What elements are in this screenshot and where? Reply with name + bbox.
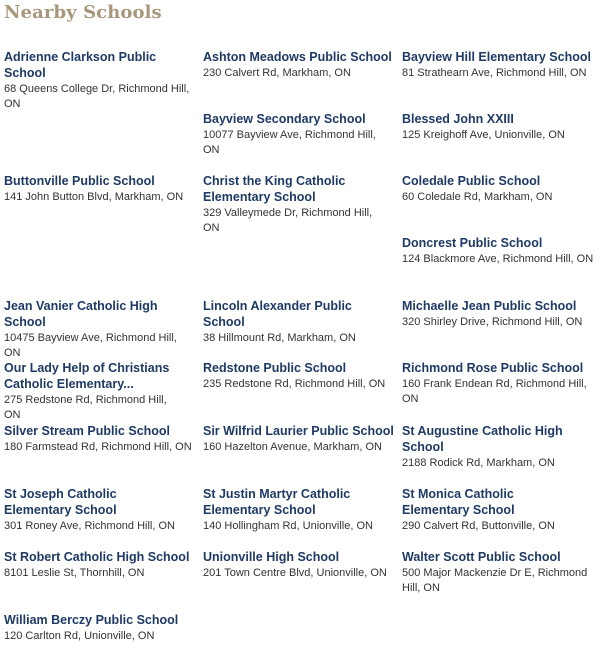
school-address: 320 Shirley Drive, Richmond Hill, ON	[402, 316, 583, 328]
school-name-link[interactable]: Coledale Public School	[402, 174, 541, 188]
school-name-link[interactable]: William Berczy Public School	[4, 613, 179, 627]
school-name-link[interactable]: Redstone Public School	[203, 361, 347, 375]
school-item-bayview-hill	[402, 49, 594, 81]
school-name-link[interactable]: Our Lady Help of Christians Catholic Elementary...	[4, 361, 170, 391]
school-name-link[interactable]: St Joseph Catholic Elementary School	[4, 487, 117, 517]
school-item-blessed-john-xxiii	[402, 111, 594, 143]
school-name-link[interactable]: Buttonville Public School	[4, 174, 155, 188]
school-item-walter-scott	[402, 549, 588, 596]
school-item-sir-wilfrid-laurier	[203, 423, 395, 455]
page-title: Nearby Schools	[4, 2, 162, 23]
school-name-link[interactable]: Jean Vanier Catholic High School	[4, 299, 158, 329]
school-name-link[interactable]: Lincoln Alexander Public School	[203, 299, 352, 329]
school-address: 38 Hillmount Rd, Markham, ON	[203, 332, 356, 344]
school-address: 201 Town Centre Blvd, Unionville, ON	[203, 567, 387, 579]
school-name-link[interactable]: Bayview Secondary School	[203, 112, 366, 126]
school-item-christ-the-king	[203, 173, 383, 236]
school-address: 290 Calvert Rd, Buttonville, ON	[402, 520, 555, 532]
school-address: 124 Blackmore Ave, Richmond Hill, ON	[402, 253, 594, 265]
school-name-link[interactable]: St Robert Catholic High School	[4, 550, 190, 564]
school-address: 160 Frank Endean Rd, Richmond Hill, ON	[402, 378, 587, 405]
school-item-ashton-meadows	[203, 49, 395, 81]
school-address: 2188 Rodick Rd, Markham, ON	[402, 457, 555, 469]
school-name-link[interactable]: Ashton Meadows Public School	[203, 50, 392, 64]
school-address: 81 Strathearn Ave, Richmond Hill, ON	[402, 67, 587, 79]
school-item-st-robert	[4, 549, 196, 581]
school-name-link[interactable]: Sir Wilfrid Laurier Public School	[203, 424, 394, 438]
school-name-link[interactable]: Unionville High School	[203, 550, 340, 564]
school-name-link[interactable]: Bayview Hill Elementary School	[402, 50, 591, 64]
school-address: 120 Carlton Rd, Unionville, ON	[4, 630, 155, 642]
school-address: 160 Hazelton Avenue, Markham, ON	[203, 441, 382, 453]
school-item-st-justin-martyr	[203, 486, 383, 534]
school-address: 180 Farmstead Rd, Richmond Hill, ON	[4, 441, 192, 453]
school-address: 235 Redstone Rd, Richmond Hill, ON	[203, 378, 386, 390]
school-address: 140 Hollingham Rd, Unionville, ON	[203, 520, 373, 532]
school-name-link[interactable]: Doncrest Public School	[402, 236, 543, 250]
school-name-link[interactable]: St Monica Catholic Elementary School	[402, 487, 515, 517]
school-name-link[interactable]: Michaelle Jean Public School	[402, 299, 577, 313]
school-item-st-joseph	[4, 486, 184, 534]
school-address: 329 Valleymede Dr, Richmond Hill, ON	[203, 207, 373, 234]
school-item-silver-stream	[4, 423, 196, 455]
school-item-michaelle-jean	[402, 298, 594, 330]
school-name-link[interactable]: Blessed John XXIII	[402, 112, 514, 126]
school-item-coledale	[402, 173, 594, 205]
school-item-redstone	[203, 360, 395, 392]
school-address: 141 John Button Blvd, Markham, ON	[4, 191, 184, 203]
school-item-bayview-secondary	[203, 111, 395, 158]
school-name-link[interactable]: St Justin Martyr Catholic Elementary School	[203, 487, 351, 517]
school-address: 8101 Leslie St, Thornhill, ON	[4, 567, 145, 579]
school-address: 275 Redstone Rd, Richmond Hill, ON	[4, 394, 167, 421]
school-item-buttonville	[4, 173, 196, 205]
school-item-doncrest	[402, 235, 594, 267]
school-name-link[interactable]: Silver Stream Public School	[4, 424, 171, 438]
school-item-jean-vanier	[4, 298, 196, 361]
school-address: 125 Kreighoff Ave, Unionville, ON	[402, 129, 565, 141]
school-address: 10475 Bayview Ave, Richmond Hill, ON	[4, 332, 177, 359]
school-name-link[interactable]: Christ the King Catholic Elementary School	[203, 174, 346, 204]
school-name-link[interactable]: Richmond Rose Public School	[402, 361, 584, 375]
school-item-st-monica	[402, 486, 582, 534]
school-address: 60 Coledale Rd, Markham, ON	[402, 191, 553, 203]
school-address: 10077 Bayview Ave, Richmond Hill, ON	[203, 129, 376, 156]
school-address: 230 Calvert Rd, Markham, ON	[203, 67, 351, 79]
school-item-lincoln-alexander	[203, 298, 395, 346]
school-item-adrienne-clarkson	[4, 49, 196, 112]
school-item-richmond-rose	[402, 360, 594, 407]
school-address: 500 Major Mackenzie Dr E, Richmond Hill, ON	[402, 567, 588, 594]
school-item-our-lady-help-of-christians	[4, 360, 172, 423]
school-name-link[interactable]: Adrienne Clarkson Public School	[4, 50, 157, 80]
school-item-st-augustine	[402, 423, 594, 471]
school-address: 301 Roney Ave, Richmond Hill, ON	[4, 520, 175, 532]
school-name-link[interactable]: Walter Scott Public School	[402, 550, 561, 564]
school-item-unionville-high	[203, 549, 395, 581]
school-address: 68 Queens College Dr, Richmond Hill, ON	[4, 83, 190, 110]
school-item-william-berczy	[4, 612, 196, 644]
school-name-link[interactable]: St Augustine Catholic High School	[402, 424, 563, 454]
